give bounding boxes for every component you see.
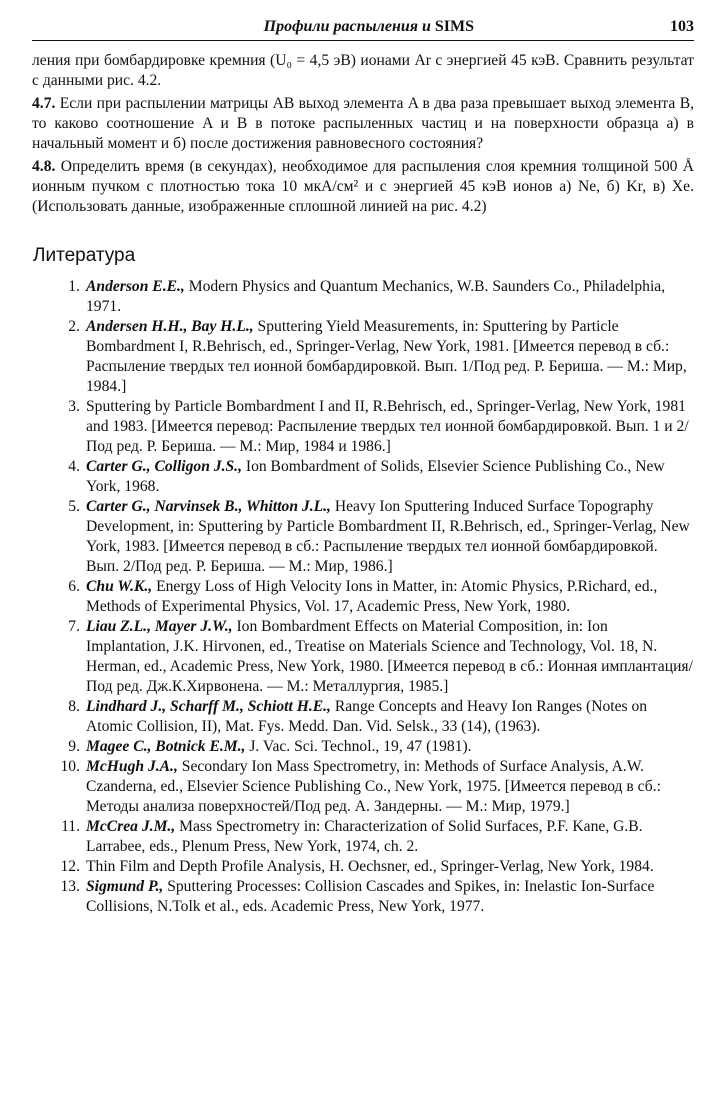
reference-item: 1. Anderson E.E., Modern Physics and Quantum Mechanics, W.B. Saunders Co., Philadelphia, 1971. [68,278,666,315]
reference-item: 10. McHugh J.A., Secondary Ion Mass Spectrometry, in: Methods of Surface Analysis, A.W. Czanderna, ed., Elsevier Science Publishing Co., New York, 1975. [Имеется перевод в сб.: Методы анализа поверхностей/Под ред. А. Зандерны. — М.: Мир, 1979.] [60,758,661,815]
exercise-4-7 [32,94,694,154]
exercise-number: 4.7. [32,95,56,112]
reference-item: 9. Magee C., Botnick E.M., J. Vac. Sci. Technol., 19, 47 (1981). [68,738,472,755]
reference-item: 3. Sputtering by Particle Bombardment I and II, R.Behrisch, ed., Springer-Verlag, New York, 1981 and 1983. [Имеется перевод: Распыление твердых тел ионной бомбардировкой. Вып. 1 и 2/Под ред. Р. Бериша. — М.: Мир, 1984 и 1986.] [68,398,689,455]
continuation-paragraph: ления при бомбардировке кремния (U₀ = 4,5 эВ) ионами Ar с энергией 45 кэВ. Сравнить результат с данными рис. 4.2. [32,52,694,89]
running-title: Профили распыления и SIMS [263,18,474,35]
reference-item: 6. Chu W.K., Energy Loss of High Velocity Ions in Matter, in: Atomic Physics, P.Richard, ed., Methods of Experimental Physics, Vol. 17, Academic Press, New York, 1980. [68,578,658,615]
reference-item: 12. Thin Film and Depth Profile Analysis, H. Oechsner, ed., Springer-Verlag, New York, 1984. [60,858,654,875]
exercise-4-8 [32,157,694,217]
section-heading: Литература [33,245,136,266]
reference-item: 13. Sigmund P., Sputtering Processes: Collision Cascades and Spikes, in: Inelastic Ion-Surface Collisions, N.Tolk et al., eds. Academic Press, New York, 1977. [60,878,655,915]
exercise-text: Определить время (в секундах), необходимое для распыления слоя кремния толщиной 500 Å ионным пучком с плотностью тока 10 мкА/см² и с энергией 45 кэВ ионов а) Ne, б) Kr, в) Xe. (Использовать данные, изображенные сплошной линией на рис. 4.2) [32,158,694,215]
page-number: 103 [670,18,694,35]
reference-item: 4. Carter G., Colligon J.S., Ion Bombardment of Solids, Elsevier Science Publishing Co., New York, 1968. [68,458,665,495]
reference-item: 2. Andersen H.H., Bay H.L., Sputtering Yield Measurements, in: Sputtering by Particle Bombardment I, R.Behrisch, ed., Springer-Verlag, New York, 1981. [Имеется перевод в сб.: Распыление твердых тел ионной бомбардировкой. Вып. 1/Под ред. Р. Бериша. — М.: Мир, 1984.] [68,318,687,395]
reference-list [32,277,694,917]
reference-item: 11. McCrea J.M., Mass Spectrometry in: Characterization of Solid Surfaces, P.F. Kane, G.B. Larrabee, eds., Plenum Press, New York, 1974, ch. 2. [61,818,643,855]
reference-item: 8. Lindhard J., Scharff M., Schiott H.E., Range Concepts and Heavy Ion Ranges (Notes on Atomic Collision, II), Mat. Fys. Medd. Dan. Vid. Selsk., 33 (14), (1963). [68,698,648,735]
exercise-text: Если при распылении матрицы AB выход элемента A в два раза превышает выход элемента B, то каково соотношение A и B в потоке распыленных частиц и на поверхности образца а) в начальный момент и б) после достижения равновесного состояния? [32,95,694,152]
reference-item: 7. Liau Z.L., Mayer J.W., Ion Bombardment Effects on Material Composition, in: Ion Implantation, J.K. Hirvonen, ed., Treatise on Materials Science and Technology, Vol. 18, N. Herman, ed., Academic Press, New York, 1980. [Имеется перевод в сб.: Ионная имплантация/Под ред. Дж.К.Хирвонена. — М.: Металлургия, 1985.] [68,618,693,695]
reference-item: 5. Carter G., Narvinsek B., Whitton J.L., Heavy Ion Sputtering Induced Surface Topography Development, in: Sputtering by Particle Bombardment II, R.Behrisch, ed., Springer-Verlag, New York, 1983. [Имеется перевод в сб.: Распыление твердых тел ионной бомбардировкой. Вып. 2/Под ред. Р. Бериша. — М.: Мир, 1986.] [68,498,690,575]
running-header [32,18,694,41]
exercise-number: 4.8. [32,158,56,175]
